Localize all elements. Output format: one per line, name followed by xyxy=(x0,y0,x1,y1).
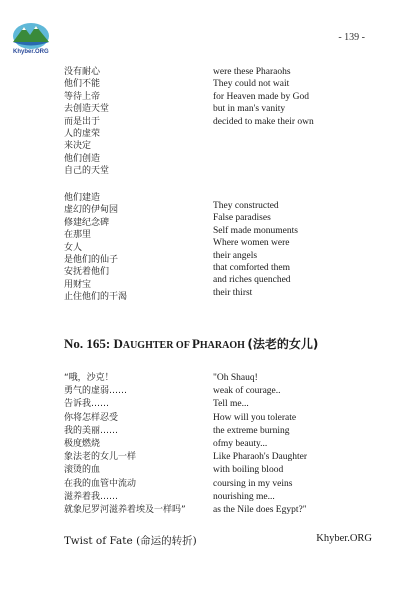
poem-number: No. 165: xyxy=(64,336,114,351)
verse-line: weak of courage.. xyxy=(213,386,281,397)
verse-line: decided to make their own xyxy=(213,116,314,127)
verse-line: the extreme burning xyxy=(213,425,290,436)
verse-line: 滚烫的血 xyxy=(64,465,101,476)
title-initial: D xyxy=(113,336,123,351)
verse-line: 极度燃烧 xyxy=(64,439,101,450)
verse-line: 是他们的仙子 xyxy=(64,255,119,266)
verse-line: 在那里 xyxy=(64,230,92,241)
stanza-1-english xyxy=(213,66,314,128)
poem-title xyxy=(64,335,318,352)
verse-line: 你将怎样忍受 xyxy=(64,412,119,423)
verse-line: Tell me... xyxy=(213,399,249,410)
verse-line: 女人 xyxy=(64,242,83,253)
verse-line: 止住他们的干渴 xyxy=(64,292,128,303)
book-title: Twist of Fate (命运的转折) xyxy=(64,535,197,547)
verse-line: 告诉我…… xyxy=(64,399,110,410)
verse-line: 他们建造 xyxy=(64,193,101,203)
stanza-1-chinese xyxy=(64,66,109,178)
site-name: Khyber.ORG xyxy=(316,533,372,544)
verse-line: They could not wait xyxy=(213,79,290,90)
verse-line: 修建纪念碑 xyxy=(64,217,110,228)
verse-line: 我的美丽…… xyxy=(64,425,119,436)
verse-line: 他们不能 xyxy=(64,79,101,90)
verse-line: 自己的天堂 xyxy=(64,166,110,177)
verse-line: 去创造天堂 xyxy=(64,104,110,115)
verse-line: 勇气的虚弱…… xyxy=(64,386,128,397)
verse-line: How will you tolerate xyxy=(213,412,297,423)
title-smallcaps: OF xyxy=(175,340,192,351)
verse-line: but in man's vanity xyxy=(213,104,286,115)
verse-line: 没有耐心 xyxy=(64,67,101,77)
khyber-logo-icon xyxy=(8,18,54,52)
title-chinese: (法老的女儿) xyxy=(247,337,319,351)
verse-line: “哦，沙克！ xyxy=(64,373,114,383)
verse-line: 用财宝 xyxy=(64,279,92,290)
logo-text: Khyber.ORG xyxy=(13,49,49,55)
page-number: - 139 - xyxy=(338,32,365,43)
verse-line: and riches quenched xyxy=(213,275,291,286)
verse-line: for Heaven made by God xyxy=(213,91,310,102)
verse-line: 就象尼罗河滋养着埃及一样吗” xyxy=(64,505,186,516)
verse-line: 而是出于 xyxy=(64,116,101,127)
verse-line: Like Pharaoh's Daughter xyxy=(213,452,308,463)
verse-line: 安抚着他们 xyxy=(64,267,110,278)
verse-line: coursing in my veins xyxy=(213,478,293,489)
verse-line: nourishing me... xyxy=(213,491,275,502)
verse-line: their angels xyxy=(213,250,258,261)
verse-line: They constructed xyxy=(213,201,279,211)
verse-line: 人的虚荣 xyxy=(64,129,101,140)
verse-line: False paradises xyxy=(213,213,271,224)
verse-line: 虚幻的伊甸园 xyxy=(64,205,119,216)
verse-line: as the Nile does Egypt?" xyxy=(213,505,307,516)
verse-line: 滋养着我…… xyxy=(64,491,119,502)
verse-line: 在我的血管中流动 xyxy=(64,478,137,489)
verse-line: 等待上帝 xyxy=(64,91,101,102)
verse-line: 象法老的女儿一样 xyxy=(64,452,137,463)
stanza-2-english xyxy=(213,200,298,299)
stanza-2-chinese xyxy=(64,192,127,304)
verse-line: their thirst xyxy=(213,287,253,298)
verse-line: 他们创造 xyxy=(64,153,101,164)
title-initial: P xyxy=(191,336,200,351)
verse-line: 来决定 xyxy=(64,141,92,152)
stanza-3-english xyxy=(213,372,307,517)
verse-line: Where women were xyxy=(213,238,290,249)
title-smallcaps: HARAOH xyxy=(199,340,248,351)
verse-line: with boiling blood xyxy=(213,465,284,476)
title-smallcaps: AUGHTER xyxy=(122,340,176,351)
verse-line: "Oh Shauq! xyxy=(213,373,258,383)
verse-line: ofmy beauty... xyxy=(213,439,268,450)
verse-line: that comforted them xyxy=(213,263,291,274)
verse-line: Self made monuments xyxy=(213,225,298,236)
stanza-3-chinese xyxy=(64,372,186,517)
verse-line: were these Pharaohs xyxy=(213,67,291,77)
